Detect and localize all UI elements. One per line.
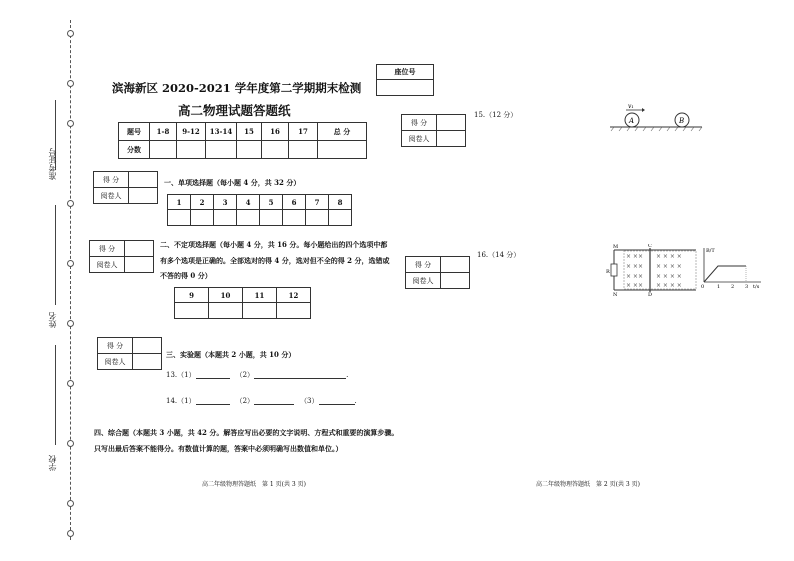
score-table-header: 16 xyxy=(262,123,289,141)
svg-text:× × × ×: × × × × xyxy=(656,282,682,289)
seat-number-label: 座位号 xyxy=(377,65,434,80)
q15-figure xyxy=(608,104,704,132)
school-label: 学校 xyxy=(48,455,57,471)
section4-text-line1: 四、综合题（本题共 3 小题，共 42 分。解答应写出必要的文字说明、方程式和重要的演算步骤。 xyxy=(94,428,399,437)
score-cell[interactable] xyxy=(133,338,162,354)
score-table xyxy=(118,122,367,159)
score-cell[interactable] xyxy=(125,241,154,257)
label-r: R xyxy=(606,269,610,275)
score-label: 得 分 xyxy=(90,241,125,257)
answer-cell[interactable] xyxy=(175,303,209,319)
q14-answer-3[interactable] xyxy=(319,398,355,405)
answer-cell[interactable] xyxy=(243,303,277,319)
t-axis-label: t/s xyxy=(753,284,760,290)
q16-label: 16.（14 分） xyxy=(477,251,521,259)
sheet-title: 高二物理试题答题纸 xyxy=(178,103,291,118)
answer-cell[interactable] xyxy=(168,210,191,226)
section1-answer-table xyxy=(167,194,352,226)
reviewer-cell[interactable] xyxy=(125,257,154,273)
q13-answer-1[interactable] xyxy=(196,372,230,379)
score-table-header: 13-14 xyxy=(206,123,237,141)
svg-text:×: × xyxy=(638,282,644,289)
footer-page-1: 高二年级物理答题纸 第 1 页(共 3 页) xyxy=(202,481,306,488)
score-label: 得 分 xyxy=(98,338,133,354)
reviewer-cell[interactable] xyxy=(133,354,162,370)
section1-heading: 一、单项选择题（每小题 4 分，共 32 分） xyxy=(164,178,301,187)
question-number: 4 xyxy=(237,195,260,210)
score-cell[interactable] xyxy=(237,141,262,159)
svg-text:× ×: × × xyxy=(626,273,638,280)
svg-text:× ×: × × xyxy=(626,263,638,270)
binding-dashed-line xyxy=(70,20,71,540)
score-table-header: 总 分 xyxy=(318,123,367,141)
q14-label: 14.（1） xyxy=(166,397,196,405)
q14-part3-label: （3） xyxy=(300,397,319,405)
answer-cell[interactable] xyxy=(277,303,311,319)
answer-cell[interactable] xyxy=(237,210,260,226)
score-cell[interactable] xyxy=(437,115,466,131)
label-n: N xyxy=(613,292,618,296)
reviewer-label: 阅卷人 xyxy=(90,257,125,273)
answer-cell[interactable] xyxy=(283,210,306,226)
svg-text:× ×: × × xyxy=(626,282,638,289)
section2-text-line2: 有多个选项是正确的。全部选对的得 4 分，选对但不全的得 2 分，选错或 xyxy=(160,256,390,265)
section4-text-line2: 只写出最后答案不能得分。有数值计算的题，答案中必须明确写出数值和单位。） xyxy=(94,444,343,453)
t-tick-0: 0 xyxy=(701,284,705,290)
svg-text:× × × ×: × × × × xyxy=(656,253,682,260)
reviewer-label: 阅卷人 xyxy=(402,131,437,147)
t-tick-1: 1 xyxy=(717,284,721,290)
score-table-header: 题号 xyxy=(119,123,150,141)
svg-text:× ×: × × xyxy=(626,253,638,260)
score-table-header: 17 xyxy=(289,123,318,141)
school-line[interactable] xyxy=(55,345,56,445)
section2-text-line1: 二、不定项选择题（每小题 4 分，共 16 分。每小题给出的四个选项中都 xyxy=(160,240,388,249)
svg-text:×: × xyxy=(638,263,644,270)
ball-a-label: A xyxy=(629,117,635,125)
reviewer-cell[interactable] xyxy=(441,273,470,289)
q13-label: 13.（1） xyxy=(166,371,196,379)
binding-hole xyxy=(67,440,74,447)
binding-hole xyxy=(67,500,74,507)
t-tick-2: 2 xyxy=(731,284,735,290)
binding-hole xyxy=(67,80,74,87)
answer-cell[interactable] xyxy=(329,210,352,226)
grader-box xyxy=(93,171,158,204)
answer-cell[interactable] xyxy=(306,210,329,226)
reviewer-label: 阅卷人 xyxy=(98,354,133,370)
magnetic-field-diagram xyxy=(606,244,766,296)
question-number: 6 xyxy=(283,195,306,210)
seat-number-box xyxy=(376,64,434,96)
velocity-label: v₁ xyxy=(628,104,634,110)
score-cell[interactable] xyxy=(177,141,206,159)
q14-answer-1[interactable] xyxy=(196,398,230,405)
question-number: 1 xyxy=(168,195,191,210)
score-table-header: 1-8 xyxy=(150,123,177,141)
question-number: 12 xyxy=(277,288,311,303)
reviewer-label: 阅卷人 xyxy=(406,273,441,289)
score-cell[interactable] xyxy=(262,141,289,159)
score-label: 得 分 xyxy=(406,257,441,273)
score-cell[interactable] xyxy=(289,141,318,159)
q13-part2-label: （2） xyxy=(235,371,255,379)
score-table-header: 15 xyxy=(237,123,262,141)
question-number: 10 xyxy=(209,288,243,303)
binding-hole xyxy=(67,260,74,267)
question-number: 7 xyxy=(306,195,329,210)
binding-hole xyxy=(67,120,74,127)
q16-figure xyxy=(606,244,766,296)
question-number: 9 xyxy=(175,288,209,303)
ball-b-label: B xyxy=(679,117,685,125)
question-number: 3 xyxy=(214,195,237,210)
label-d: D xyxy=(648,292,653,296)
q14-row xyxy=(166,398,357,405)
grader-box xyxy=(89,240,154,273)
score-label: 得 分 xyxy=(94,172,129,188)
svg-text:× × × ×: × × × × xyxy=(656,263,682,270)
svg-text:×: × xyxy=(638,253,644,260)
grader-box xyxy=(405,256,470,289)
q13-row xyxy=(166,372,348,379)
label-c: C xyxy=(648,244,652,249)
score-table-header: 9-12 xyxy=(177,123,206,141)
q13-answer-2[interactable] xyxy=(254,371,349,379)
footer-page-2: 高二年级物理答题纸 第 2 页(共 3 页) xyxy=(536,481,640,488)
question-number: 2 xyxy=(191,195,214,210)
score-cell[interactable] xyxy=(206,141,237,159)
q14-part2-label: （2） xyxy=(235,397,255,405)
answer-cell[interactable] xyxy=(209,303,243,319)
seat-number-cell[interactable] xyxy=(377,80,434,96)
section2-text-line3: 不答的得 0 分） xyxy=(160,271,212,280)
binding-hole xyxy=(67,320,74,327)
q14-period: . xyxy=(354,397,357,405)
question-number: 5 xyxy=(260,195,283,210)
answer-cell[interactable] xyxy=(260,210,283,226)
binding-hole xyxy=(67,530,74,537)
svg-text:× × × ×: × × × × xyxy=(656,273,682,280)
q13-period: . xyxy=(346,371,349,379)
answer-cell[interactable] xyxy=(214,210,237,226)
binding-hole xyxy=(67,380,74,387)
question-number: 11 xyxy=(243,288,277,303)
grader-box xyxy=(401,114,466,147)
t-tick-3: 3 xyxy=(745,284,749,290)
score-cell[interactable] xyxy=(129,172,158,188)
score-cell[interactable] xyxy=(318,141,367,159)
question-number: 8 xyxy=(329,195,352,210)
svg-text:×: × xyxy=(638,273,644,280)
score-cell[interactable] xyxy=(441,257,470,273)
label-m: M xyxy=(613,244,619,250)
score-row-label: 分数 xyxy=(119,141,150,159)
name-label: 姓名 xyxy=(48,312,57,328)
answer-cell[interactable] xyxy=(191,210,214,226)
binding-hole xyxy=(67,200,74,207)
name-line[interactable] xyxy=(55,205,56,305)
section3-heading: 三、实验题（本题共 2 小题，共 10 分） xyxy=(166,350,296,359)
grader-box xyxy=(97,337,162,370)
binding-hole xyxy=(67,30,74,37)
q14-answer-2[interactable] xyxy=(254,398,294,405)
collision-diagram xyxy=(608,104,704,132)
exam-title: 滨海新区 2020-2021 学年度第二学期期末检测 xyxy=(112,81,362,95)
q15-label: 15.（12 分） xyxy=(474,111,518,119)
reviewer-label: 阅卷人 xyxy=(94,188,129,204)
bt-axis-label: B/T xyxy=(706,248,715,254)
reviewer-cell[interactable] xyxy=(129,188,158,204)
score-cell[interactable] xyxy=(150,141,177,159)
score-label: 得 分 xyxy=(402,115,437,131)
section2-answer-table xyxy=(174,287,311,319)
reviewer-cell[interactable] xyxy=(437,131,466,147)
id-number-label: 准考证号 xyxy=(48,148,57,180)
